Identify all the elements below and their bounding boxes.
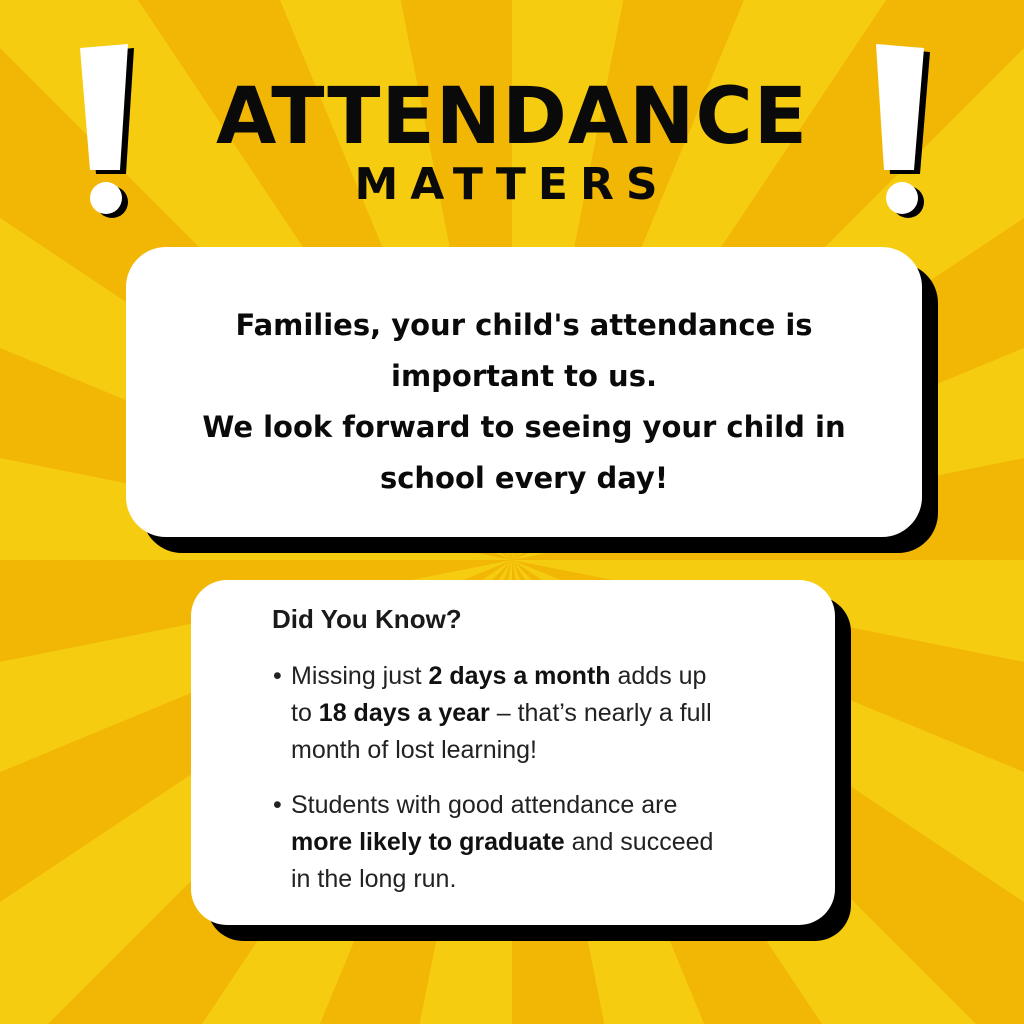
facts-card xyxy=(191,580,835,925)
message-card xyxy=(126,247,922,537)
facts-list xyxy=(273,658,793,916)
list-item xyxy=(273,787,793,898)
page-subtitle: MATTERS xyxy=(354,159,670,210)
message-line: We look forward to seeing your child in xyxy=(202,410,846,444)
facts-heading: Did You Know? xyxy=(272,604,462,634)
fact-text: Missing just xyxy=(291,662,429,690)
message-line: important to us. xyxy=(391,359,657,393)
fact-emphasis: 18 days a year xyxy=(318,699,490,727)
fact-text: month of lost learning! xyxy=(291,736,537,764)
fact-emphasis: more likely to graduate xyxy=(291,828,565,856)
message-line: Families, your child's attendance is xyxy=(235,308,813,342)
fact-text: adds up xyxy=(610,662,707,690)
bullet-icon: • xyxy=(273,662,282,690)
fact-text: and succeed xyxy=(564,828,714,856)
bullet-icon: • xyxy=(273,791,282,819)
fact-text: Students with good attendance are xyxy=(291,791,678,819)
fact-text: to xyxy=(291,699,319,727)
page-title: ATTENDANCE xyxy=(216,72,808,162)
message-line: school every day! xyxy=(379,461,669,495)
fact-text: in the long run. xyxy=(291,865,457,893)
fact-emphasis: 2 days a month xyxy=(428,662,611,690)
list-item xyxy=(273,658,793,769)
fact-text: – that’s nearly a full xyxy=(489,699,712,727)
